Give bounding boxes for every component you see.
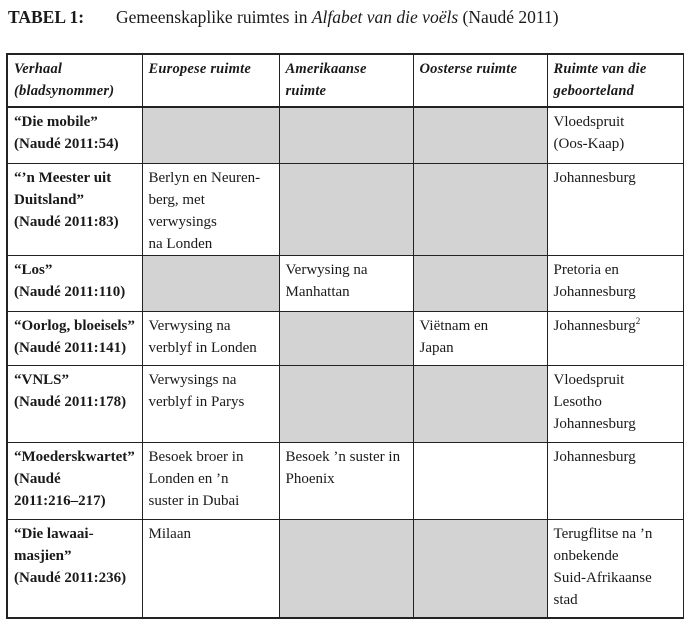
cell-eastern-space — [413, 311, 547, 365]
table-row — [7, 255, 684, 311]
cell-european-space — [142, 163, 279, 255]
table-row — [7, 365, 684, 442]
cell-text: Besoek broer in Londen en ’n suster in Dubai — [148, 448, 244, 509]
cell-homeland-space — [547, 365, 684, 442]
cell-text: Johannesburg — [553, 317, 636, 334]
cell-homeland-space — [547, 255, 684, 311]
cell-text: Terugflitse na ’n onbekende Suid-Afrikaanse stad — [553, 525, 653, 608]
cell-european-space — [142, 519, 279, 618]
cell-eastern-space — [413, 163, 547, 255]
cell-text: Vloedspruit Lesotho Johannesburg — [553, 371, 636, 432]
cell-text: Besoek ’n suster in Phoenix — [285, 448, 401, 487]
cell-european-space — [142, 255, 279, 311]
cell-european-space — [142, 365, 279, 442]
cell-story — [7, 163, 142, 255]
cell-text: Verwysing na verblyf in Londen — [148, 317, 257, 356]
cell-story — [7, 442, 142, 519]
cell-american-space — [279, 255, 413, 311]
caption-text-after: (Naudé 2011) — [458, 7, 559, 27]
cell-text: Milaan — [148, 525, 191, 542]
cell-american-space — [279, 365, 413, 442]
cell-text: Verwysing na Manhattan — [285, 261, 368, 300]
cell-eastern-space — [413, 442, 547, 519]
cell-story — [7, 107, 142, 163]
cell-american-space — [279, 163, 413, 255]
table-row — [7, 163, 684, 255]
cell-homeland-space — [547, 311, 684, 365]
column-header-american-space: Amerikaanse ruimte — [279, 54, 413, 107]
cell-american-space — [279, 442, 413, 519]
column-header-story: Verhaal (bladsynommer) — [7, 54, 142, 107]
cell-text: Berlyn en Neuren- berg, met verwysings na Londen — [148, 169, 261, 252]
column-header-homeland-space: Ruimte van die geboorteland — [547, 54, 684, 107]
column-header-european-space: Europese ruimte — [142, 54, 279, 107]
caption-label: TABEL 1: — [8, 7, 85, 27]
cell-american-space — [279, 107, 413, 163]
table-row — [7, 311, 684, 365]
cell-eastern-space — [413, 255, 547, 311]
cell-eastern-space — [413, 365, 547, 442]
cell-text: “Die mobile” (Naudé 2011:54) — [14, 114, 119, 152]
cell-american-space — [279, 519, 413, 618]
cell-homeland-space — [547, 107, 684, 163]
table-caption — [8, 7, 559, 28]
column-header-eastern-space: Oosterse ruimte — [413, 54, 547, 107]
cell-european-space — [142, 107, 279, 163]
table-row — [7, 442, 684, 519]
caption-book-title: Alfabet van die voëls — [311, 7, 459, 27]
cell-text: “VNLS” (Naudé 2011:178) — [14, 371, 127, 410]
cell-eastern-space — [413, 519, 547, 618]
table-row — [7, 107, 684, 163]
cell-story — [7, 255, 142, 311]
cell-text: Viëtnam en Japan — [419, 317, 489, 356]
table-row — [7, 519, 684, 618]
cell-story — [7, 519, 142, 618]
cell-text: “Die lawaai- masjien” (Naudé 2011:236) — [14, 525, 127, 586]
cell-story — [7, 365, 142, 442]
cell-text: “Los” (Naudé 2011:110) — [14, 261, 126, 300]
cell-homeland-space — [547, 442, 684, 519]
cell-text: Verwysings na verblyf in Parys — [148, 371, 245, 410]
spaces-table — [6, 53, 684, 619]
cell-story — [7, 311, 142, 365]
cell-text: Vloedspruit (Oos-Kaap) — [553, 114, 625, 152]
cell-homeland-space — [547, 519, 684, 618]
header-row — [7, 54, 684, 107]
footnote-marker: 2 — [635, 315, 641, 326]
cell-eastern-space — [413, 107, 547, 163]
caption-text: Gemeenskaplike ruimtes in — [116, 7, 312, 27]
cell-homeland-space — [547, 163, 684, 255]
cell-text: “Oorlog, bloeisels” (Naudé 2011:141) — [14, 317, 135, 356]
cell-european-space — [142, 442, 279, 519]
cell-text: “’n Meester uit Duitsland” (Naudé 2011:83) — [14, 169, 119, 230]
cell-american-space — [279, 311, 413, 365]
cell-european-space — [142, 311, 279, 365]
cell-text: Johannesburg — [553, 169, 636, 186]
cell-text: Johannesburg — [553, 448, 636, 465]
cell-text: “Moederskwartet” (Naudé 2011:216–217) — [14, 448, 135, 509]
cell-text: Pretoria en Johannesburg — [553, 261, 636, 300]
